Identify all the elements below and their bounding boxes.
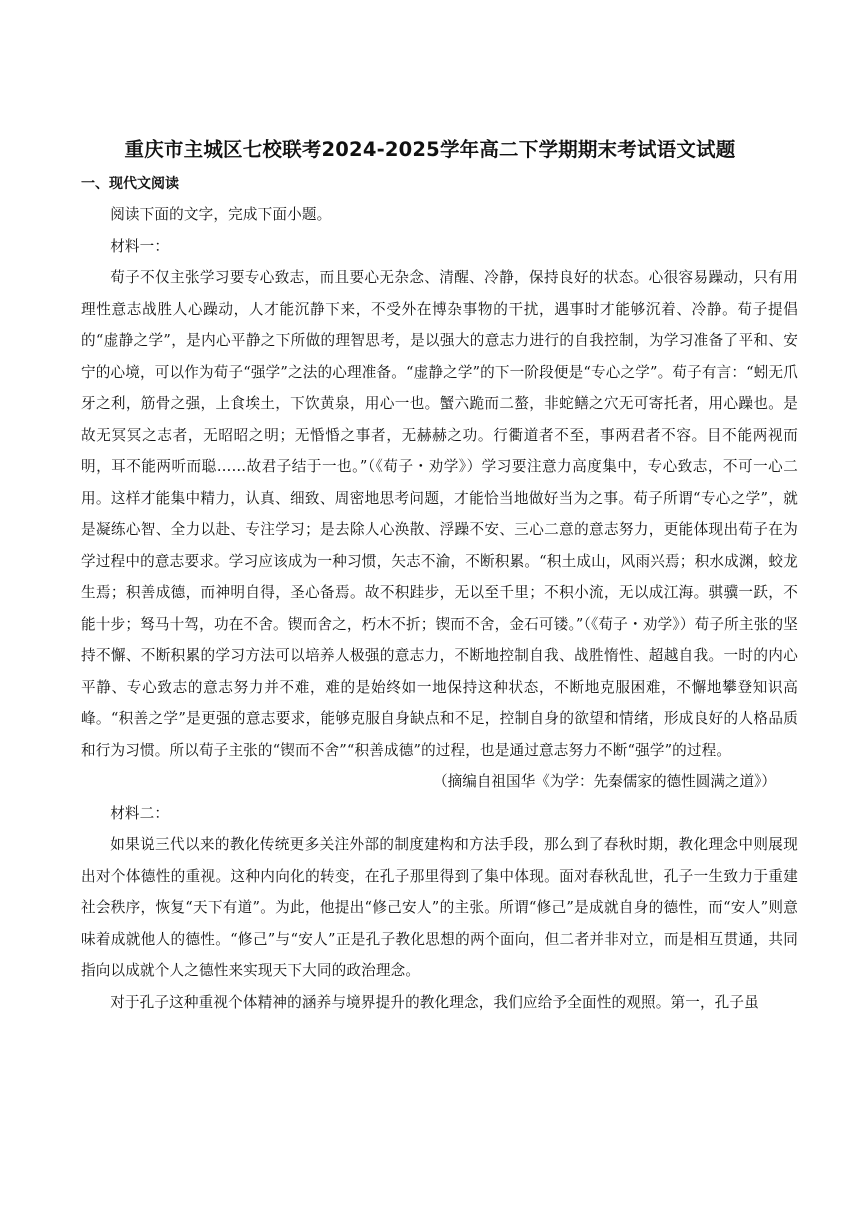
document-body: [81, 199, 798, 1018]
material1-label: 材料一：: [110, 237, 170, 255]
material1-paragraph: 荀子不仅主张学习要专心致志，而且要心无杂念、清醒、冷静，保持良好的状态。心很容易躁动，只有用理性意志战胜人心躁动，人才能沉静下来，不受外在博杂事物的干扰，遇事时才能够沉着、冷静。荀子提倡的“虚静之学”，是内心平静之下所做的理智思考，是以强大的意志力进行的自我控制，为学习准备了平和、安宁的心境，可以作为荀子“强学”之法的心理准备。“虚静之学”的下一阶段便是“专心之学”。荀子有言：“蚓无爪牙之利，筋骨之强，上食埃土，下饮黄泉，用心一也。蟹六跪而二螯，非蛇鳝之穴无可寄托者，用心躁也。是故无冥冥之志者，无昭昭之明；无惛惛之事者，无赫赫之功。行衢道者不至，事两君者不容。目不能两视而明，耳不能两听而聪……故君子结于一也。”（《荀子・劝学》）学习要注意力高度集中，专心致志，不可一心二用。这样才能集中精力，认真、细致、周密地思考问题，才能恰当地做好当为之事。荀子所谓“专心之学”，就是凝练心智、全力以赴、专注学习；是去除人心涣散、浮躁不安、三心二意的意志努力，更能体现出荀子在为学过程中的意志要求。学习应该成为一种习惯，矢志不渝，不断积累。“积土成山，风雨兴焉；积水成渊，蛟龙生焉；积善成德，而神明自得，圣心备焉。故不积跬步，无以至千里；不积小流，无以成江海。骐骥一跃，不能十步；驽马十驾，功在不舍。锲而舍之，朽木不折；锲而不舍，金石可镂。”（《荀子・劝学》）荀子所主张的坚持不懈、不断积累的学习方法可以培养人极强的意志力，不断地控制自我、战胜惰性、超越自我。一时的内心平静、专心致志的意志努力并不难，难的是始终如一地保持这种状态，不断地克服困难，不懈地攀登知识高峰。“积善之学”是更强的意志要求，能够克服自身缺点和不足，控制自身的欲望和情绪，形成良好的人格品质和行为习惯。所以荀子主张的“锲而不舍”“积善成德”的过程，也是通过意志努力不断“强学”的过程。: [81, 269, 798, 759]
material1-source: （摘编自祖国华《为学：先秦儒家的德性圆满之道》）: [433, 773, 776, 790]
section-heading: 一、现代文阅读: [81, 176, 179, 192]
material2-paragraph-2: 对于孔子这种重视个体精神的涵养与境界提升的教化理念，我们应给予全面性的观照。第一，孔子虽: [110, 993, 759, 1011]
material2-paragraph-1: 如果说三代以来的教化传统更多关注外部的制度建构和方法手段，那么到了春秋时期，教化理念中则展现出对个体德性的重视。这种内向化的转变，在孔子那里得到了集中体现。面对春秋乱世，孔子一生致力于重建社会秩序，恢复“天下有道”。为此，他提出“修己安人”的主张。所谓“修己”是成就自身的德性，而“安人”则意味着成就他人的德性。“修己”与“安人”正是孔子教化思想的两个面向，但二者并非对立，而是相互贯通，共同指向以成就个人之德性来实现天下大同的政治理念。: [81, 836, 798, 979]
instruction-text: 阅读下面的文字，完成下面小题。: [110, 206, 332, 223]
document-title: 重庆市主城区七校联考2024-2025学年高二下学期期末考试语文试题: [124, 138, 736, 161]
material2-label: 材料二：: [110, 804, 170, 822]
